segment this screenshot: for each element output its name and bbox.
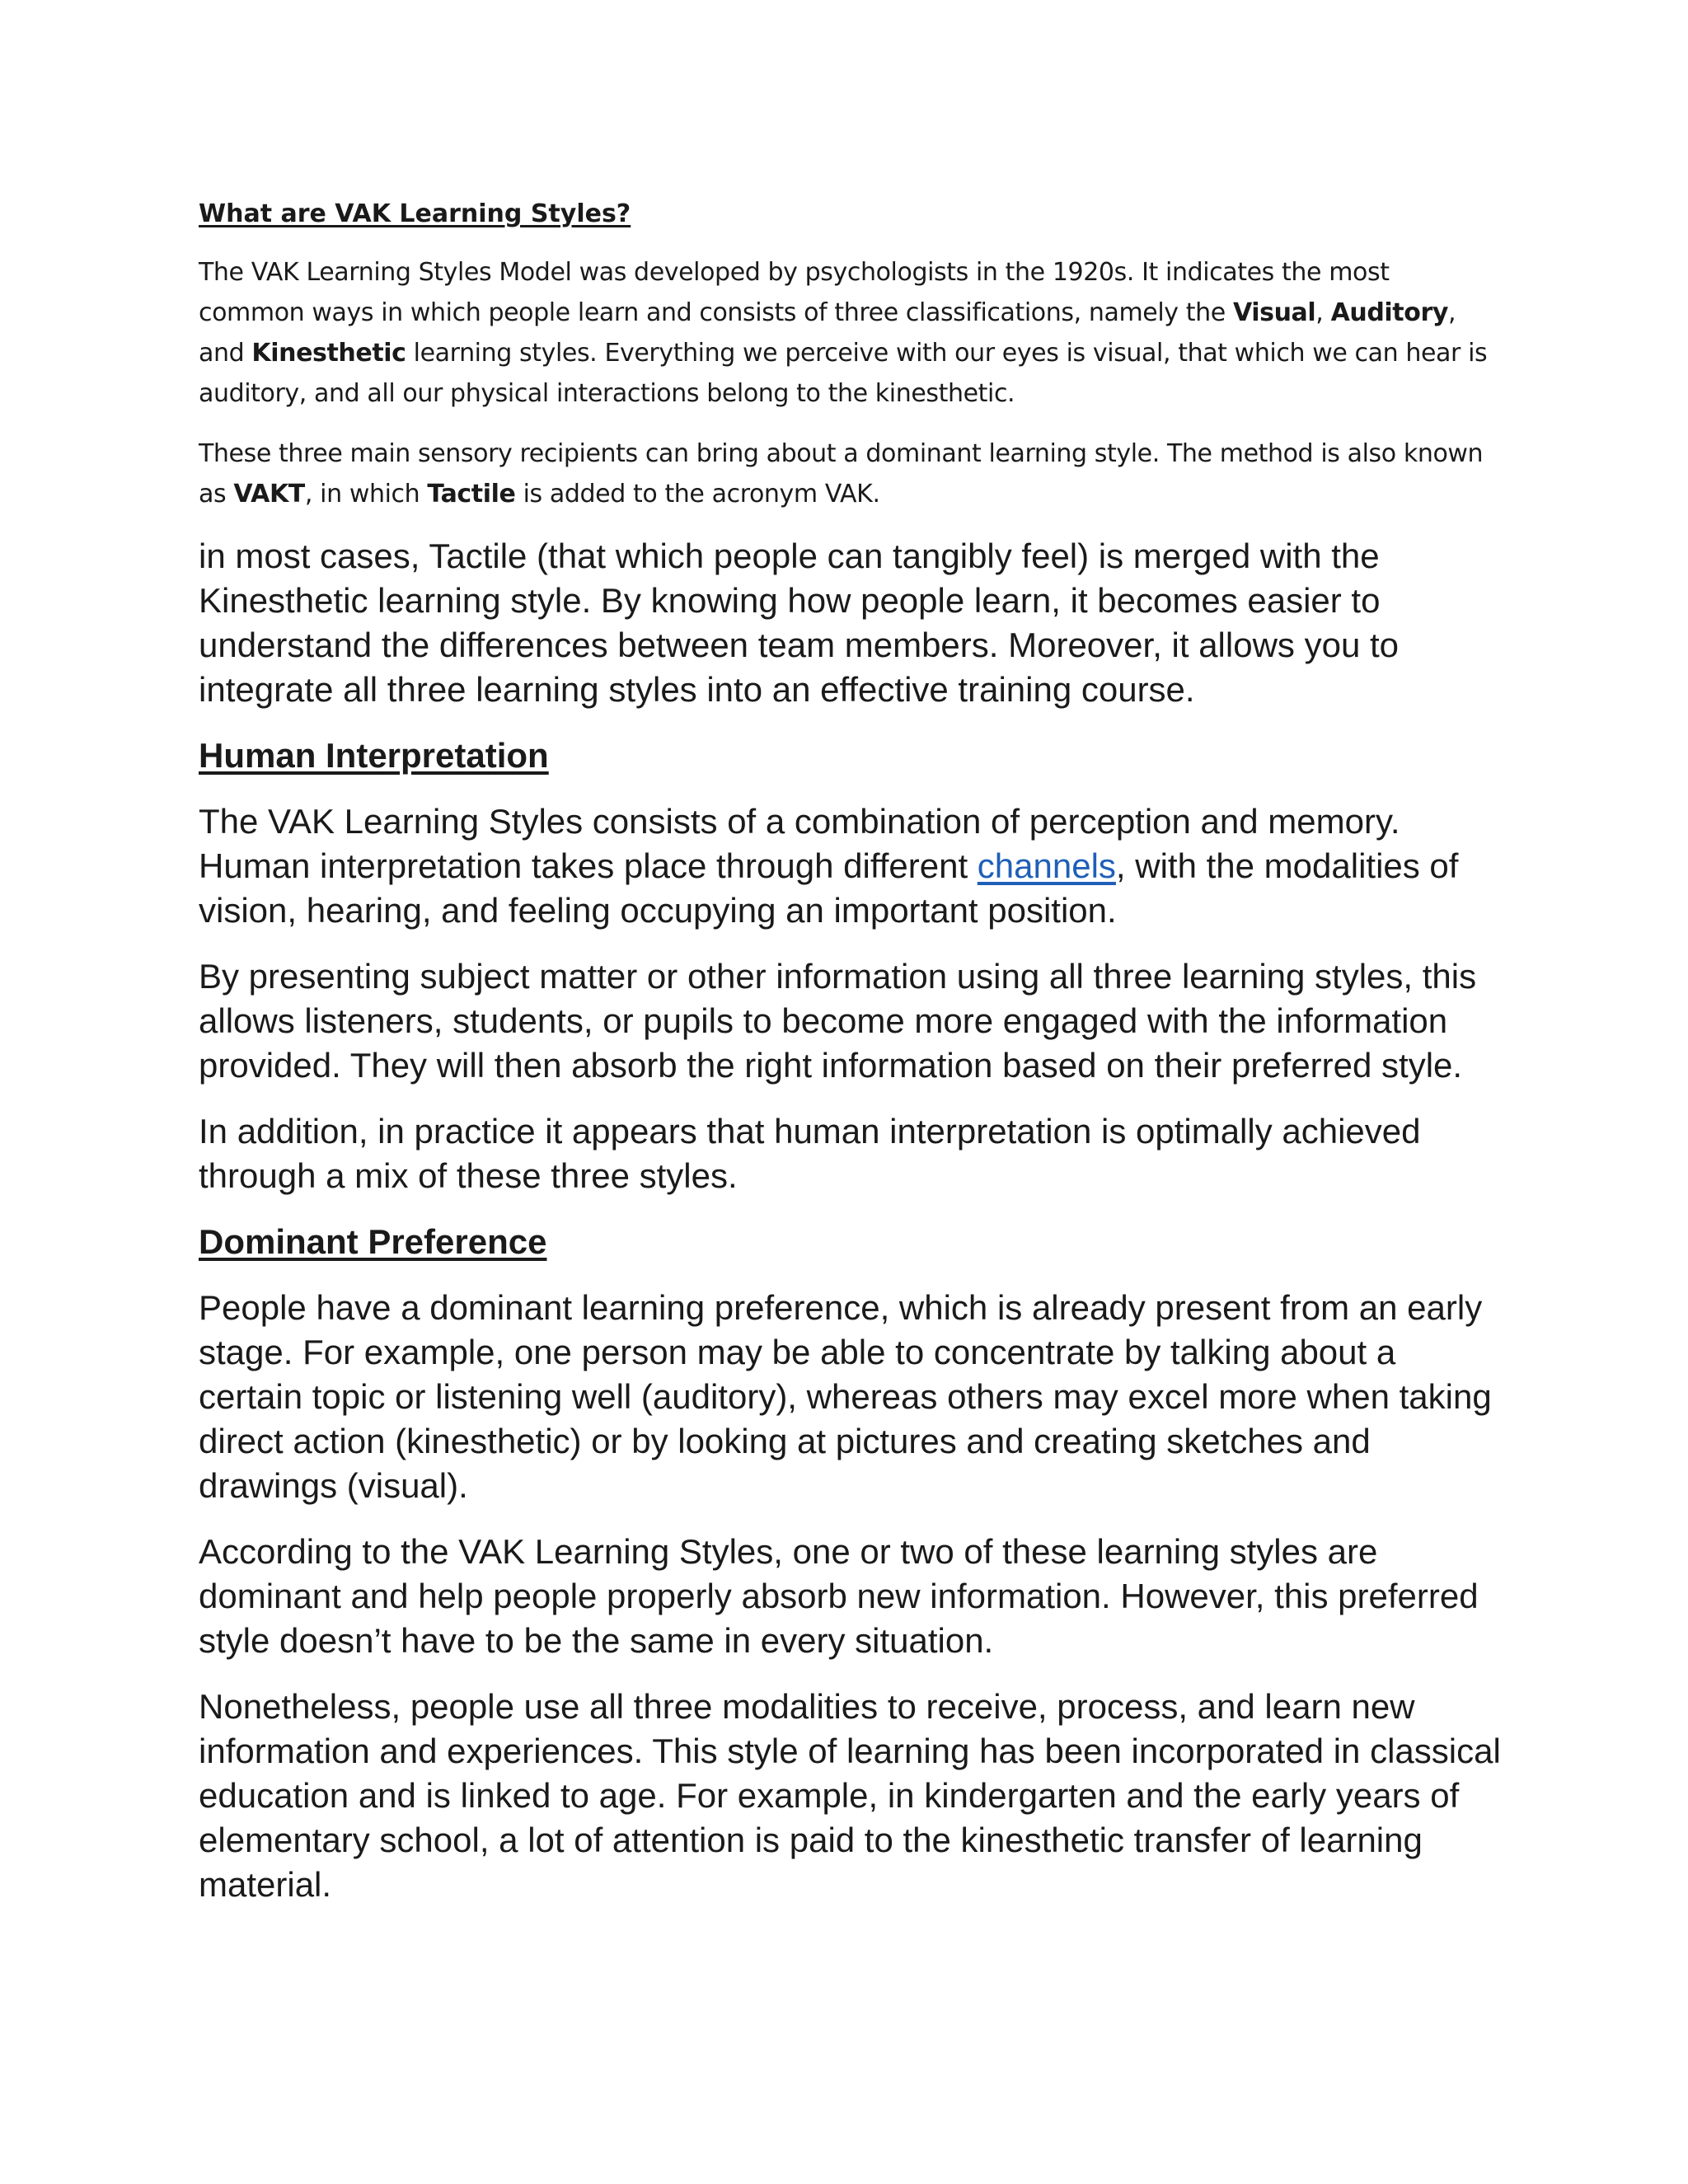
text-span: learning styles. Everything we perceive with our eyes is visual, that which we can hear is auditory, and all our physical interactions belong to the kinesthetic. (199, 339, 1488, 408)
paragraph-nonetheless: Nonetheless, people use all three modalities to receive, process, and learn new information and experiences. This style of learning has been incorporated in classical education and is linked to age. For example, in kindergarten and the early years of elementary school, a lot of attention is paid to the kinesthetic transfer of learning material. (199, 1687, 1501, 1904)
text-span: , in which (304, 480, 428, 509)
paragraph-vak-intro (199, 252, 1501, 414)
bold-auditory: Auditory (1330, 298, 1448, 327)
channels-link[interactable]: channels (977, 846, 1116, 885)
bold-visual: Visual (1232, 298, 1316, 327)
text-span: These three main sensory recipients can bring about a dominant learning style. The method is also known as (199, 439, 1484, 509)
paragraph-dominant-preference: People have a dominant learning preference, which is already present from an early stage. For example, one person may be able to concentrate by talking about a certain topic or listening well (auditory), whereas others may excel more when taking direct action (kinesthetic) or by looking at pictures and creating sketches and drawings (visual). (199, 1288, 1492, 1505)
text-span: The VAK Learning Styles Model was developed by psychologists in the 1920s. It indicates the most common ways in which people learn and consists of three classifications, namely the (199, 258, 1390, 327)
bold-vakt: VAKT (233, 480, 305, 509)
bold-tactile: Tactile (427, 480, 516, 509)
text-span: is added to the acronym VAK. (515, 480, 880, 509)
section-title-vak: What are VAK Learning Styles? (199, 199, 631, 228)
text-span: , with the modalities of vision, hearing, and feeling occupying an important position. (199, 846, 1459, 930)
text-span: The VAK Learning Styles consists of a combination of perception and memory. Human interpretation takes place through different (199, 802, 1400, 885)
section-title-human-interpretation: Human Interpretation (199, 736, 549, 775)
bold-kinesthetic: Kinesthetic (251, 339, 406, 368)
text-span: , and (199, 298, 1456, 368)
paragraph-presenting: By presenting subject matter or other information using all three learning styles, this allows listeners, students, or pupils to become more engaged with the information provided. They will then absorb the right information based on their preferred style. (199, 957, 1477, 1085)
paragraph-according-vak: According to the VAK Learning Styles, one or two of these learning styles are dominant and help people properly absorb new information. However, this preferred style doesn’t have to be the same in every situation. (199, 1532, 1479, 1660)
document-page (199, 198, 1501, 1929)
paragraph-in-addition: In addition, in practice it appears that human interpretation is optimally achieved through a mix of these three styles. (199, 1112, 1421, 1195)
section-title-dominant-preference: Dominant Preference (199, 1222, 547, 1261)
text-span: , (1315, 298, 1331, 327)
paragraph-perception-memory (199, 799, 1501, 933)
paragraph-vakt (199, 434, 1501, 514)
paragraph-tactile-merge: in most cases, Tactile (that which people can tangibly feel) is merged with the Kinesthetic learning style. By knowing how people learn, it becomes easier to understand the differences between team members. Moreover, it allows you to integrate all three learning styles into an effective training course. (199, 537, 1399, 709)
